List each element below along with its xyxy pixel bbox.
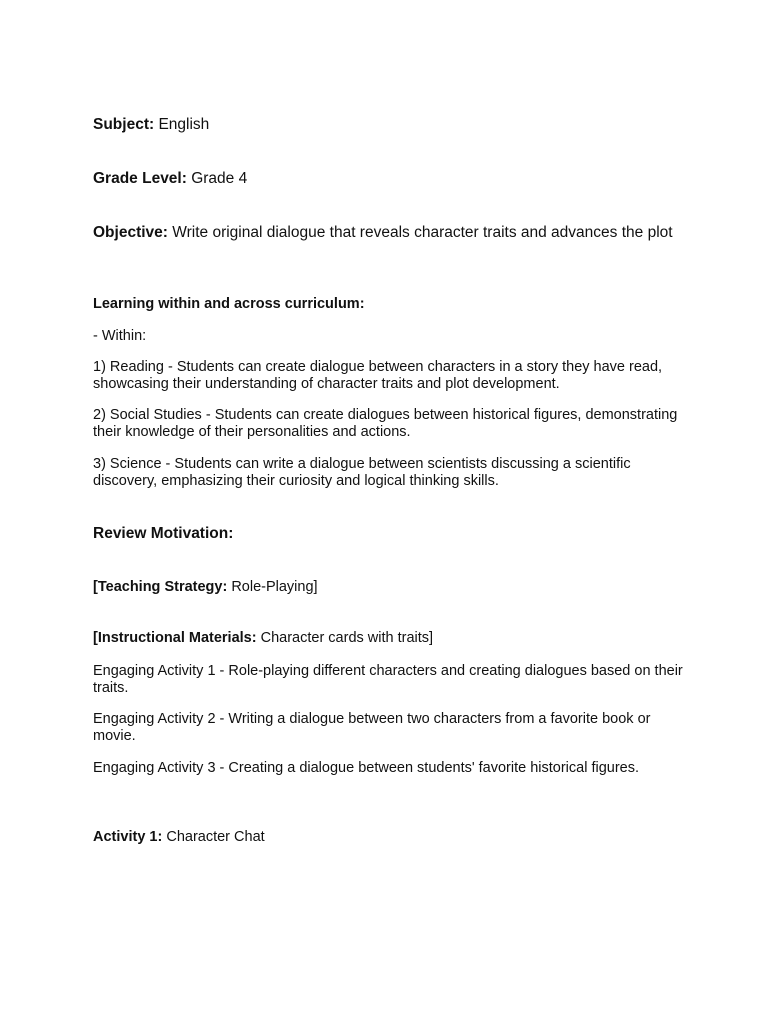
objective-value: Write original dialogue that reveals character traits and advances the plot: [172, 224, 673, 241]
engaging-activity-1: Engaging Activity 1 - Role-playing different characters and creating dialogues based on their traits.: [93, 663, 683, 696]
objective-label: Objective:: [93, 224, 168, 241]
teaching-strategy-label: Teaching Strategy:: [97, 579, 228, 595]
curriculum-item-reading: 1) Reading - Students can create dialogue between characters in a story they have read, showcasing their understanding of character traits and plot development.: [93, 359, 663, 392]
activity-1-line: [93, 829, 683, 846]
grade-level-line: [93, 170, 683, 188]
activity-1-label: Activity 1:: [93, 829, 163, 845]
engaging-activity-2: Engaging Activity 2 - Writing a dialogue between two characters from a favorite book or movie.: [93, 711, 651, 744]
subject-line: [93, 116, 683, 134]
subject-label: Subject:: [93, 116, 155, 133]
instructional-materials-label: Instructional Materials:: [97, 630, 257, 646]
instructional-materials-open-bracket: [: [93, 630, 98, 646]
teaching-strategy-value: Role-Playing]: [231, 579, 318, 595]
instructional-materials-value: Character cards with traits]: [260, 630, 434, 646]
curriculum-heading: Learning within and across curriculum:: [93, 296, 365, 312]
curriculum-item-social-studies: 2) Social Studies - Students can create dialogues between historical figures, demonstrating their knowledge of their personalities and actions.: [93, 407, 678, 440]
subject-value: English: [158, 116, 210, 133]
teaching-strategy-line: [93, 579, 683, 596]
within-label: - Within:: [93, 328, 147, 344]
curriculum-item-science: 3) Science - Students can write a dialogue between scientists discussing a scientific discovery, emphasizing their curiosity and logical thinking skills.: [93, 456, 631, 489]
grade-level-value: Grade 4: [191, 170, 248, 187]
instructional-materials-line: [93, 630, 683, 647]
activity-1-value: Character Chat: [166, 829, 265, 845]
engaging-activity-3: Engaging Activity 3 - Creating a dialogue between students' favorite historical figures.: [93, 760, 640, 776]
objective-line: [93, 224, 683, 242]
review-motivation-heading: Review Motivation:: [93, 525, 234, 542]
grade-level-label: Grade Level:: [93, 170, 187, 187]
teaching-strategy-open-bracket: [: [93, 579, 98, 595]
